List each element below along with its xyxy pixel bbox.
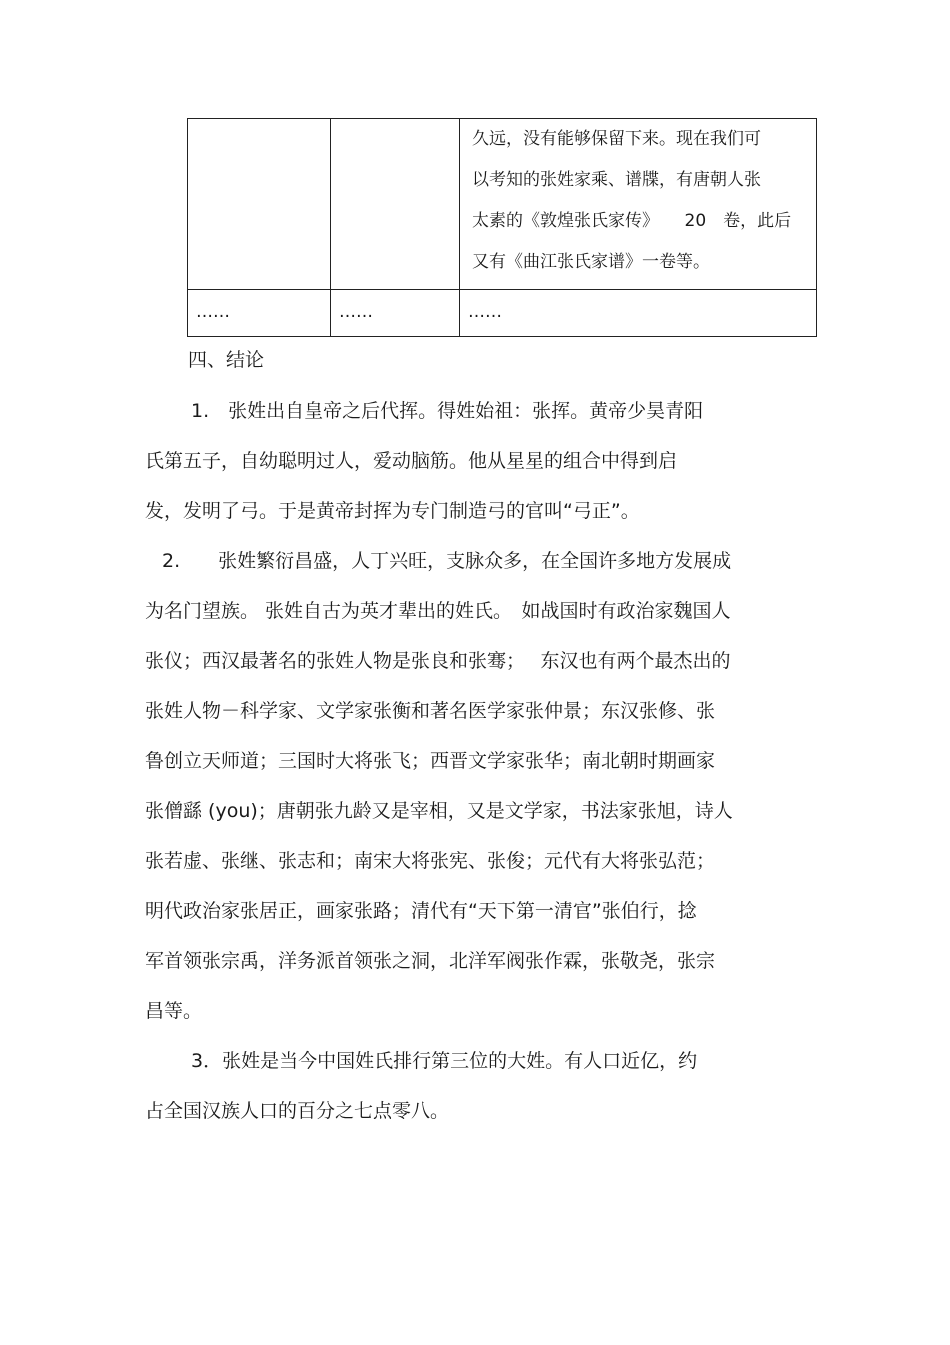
paragraph-line: 占全国汉族人口的百分之七点零八。 [145, 1100, 450, 1122]
table-cell [460, 290, 817, 337]
table-cell [460, 119, 817, 290]
paragraph-line: 为名门望族。 张姓自古为英才辈出的姓氏。 如战国时有政治家魏国人 [145, 600, 731, 622]
table-cell [331, 290, 460, 337]
ellipsis: …… [196, 302, 230, 322]
table-row [188, 119, 817, 290]
paragraph-line: 昌等。 [145, 1000, 203, 1022]
paragraph-line: 2. 张姓繁衍昌盛，人丁兴旺，支脉众多，在全国许多地方发展成 [162, 550, 732, 572]
paragraph-line: 鲁创立天师道；三国时大将张飞；西晋文学家张华；南北朝时期画家 [145, 750, 716, 772]
table-cell [188, 119, 331, 290]
paragraph-line: 3．张姓是当今中国姓氏排行第三位的大姓。有人口近亿，约 [172, 1050, 698, 1072]
paragraph-line: 军首领张宗禹，洋务派首领张之洞，北洋军阀张作霖，张敬尧，张宗 [145, 950, 716, 972]
ellipsis: …… [468, 302, 502, 322]
paragraph-line: 氏第五子，自幼聪明过人，爱动脑筋。他从星星的组合中得到启 [145, 450, 678, 472]
table-row [188, 290, 817, 337]
section-heading: 四、结论 [188, 349, 265, 371]
paragraph-line: 张姓人物－科学家、文学家张衡和著名医学家张仲景；东汉张修、张 [145, 700, 716, 722]
cell-line: 又有《曲江张氏家谱》一卷等。 [472, 252, 710, 272]
cell-line: 久远，没有能够保留下来。现在我们可 [472, 129, 761, 149]
table-cell [188, 290, 331, 337]
paragraph-line: 发，发明了弓。于是黄帝封挥为专门制造弓的官叫“弓正”。 [145, 500, 640, 522]
paragraph-line: 张若虚、张继、张志和；南宋大将张宪、张俊；元代有大将张弘范； [145, 850, 716, 872]
table-cell [331, 119, 460, 290]
paragraph-line: 张仪；西汉最著名的张姓人物是张良和张骞； 东汉也有两个最杰出的 [145, 650, 731, 672]
cell-line: 太素的《敦煌张氏家传》 20 卷，此后 [472, 211, 792, 231]
paragraph-line: 1. 张姓出自皇帝之后代挥。得姓始祖：张挥。黄帝少昊青阳 [172, 400, 704, 422]
paragraph-line: 明代政治家张居正，画家张路；清代有“天下第一清官”张伯行，捻 [145, 900, 697, 922]
genealogy-table [187, 118, 817, 337]
cell-line: 以考知的张姓家乘、谱牒，有唐朝人张 [472, 170, 761, 190]
paragraph-line: 张僧繇 (you)；唐朝张九龄又是宰相，又是文学家，书法家张旭，诗人 [145, 800, 733, 822]
ellipsis: …… [339, 302, 373, 322]
